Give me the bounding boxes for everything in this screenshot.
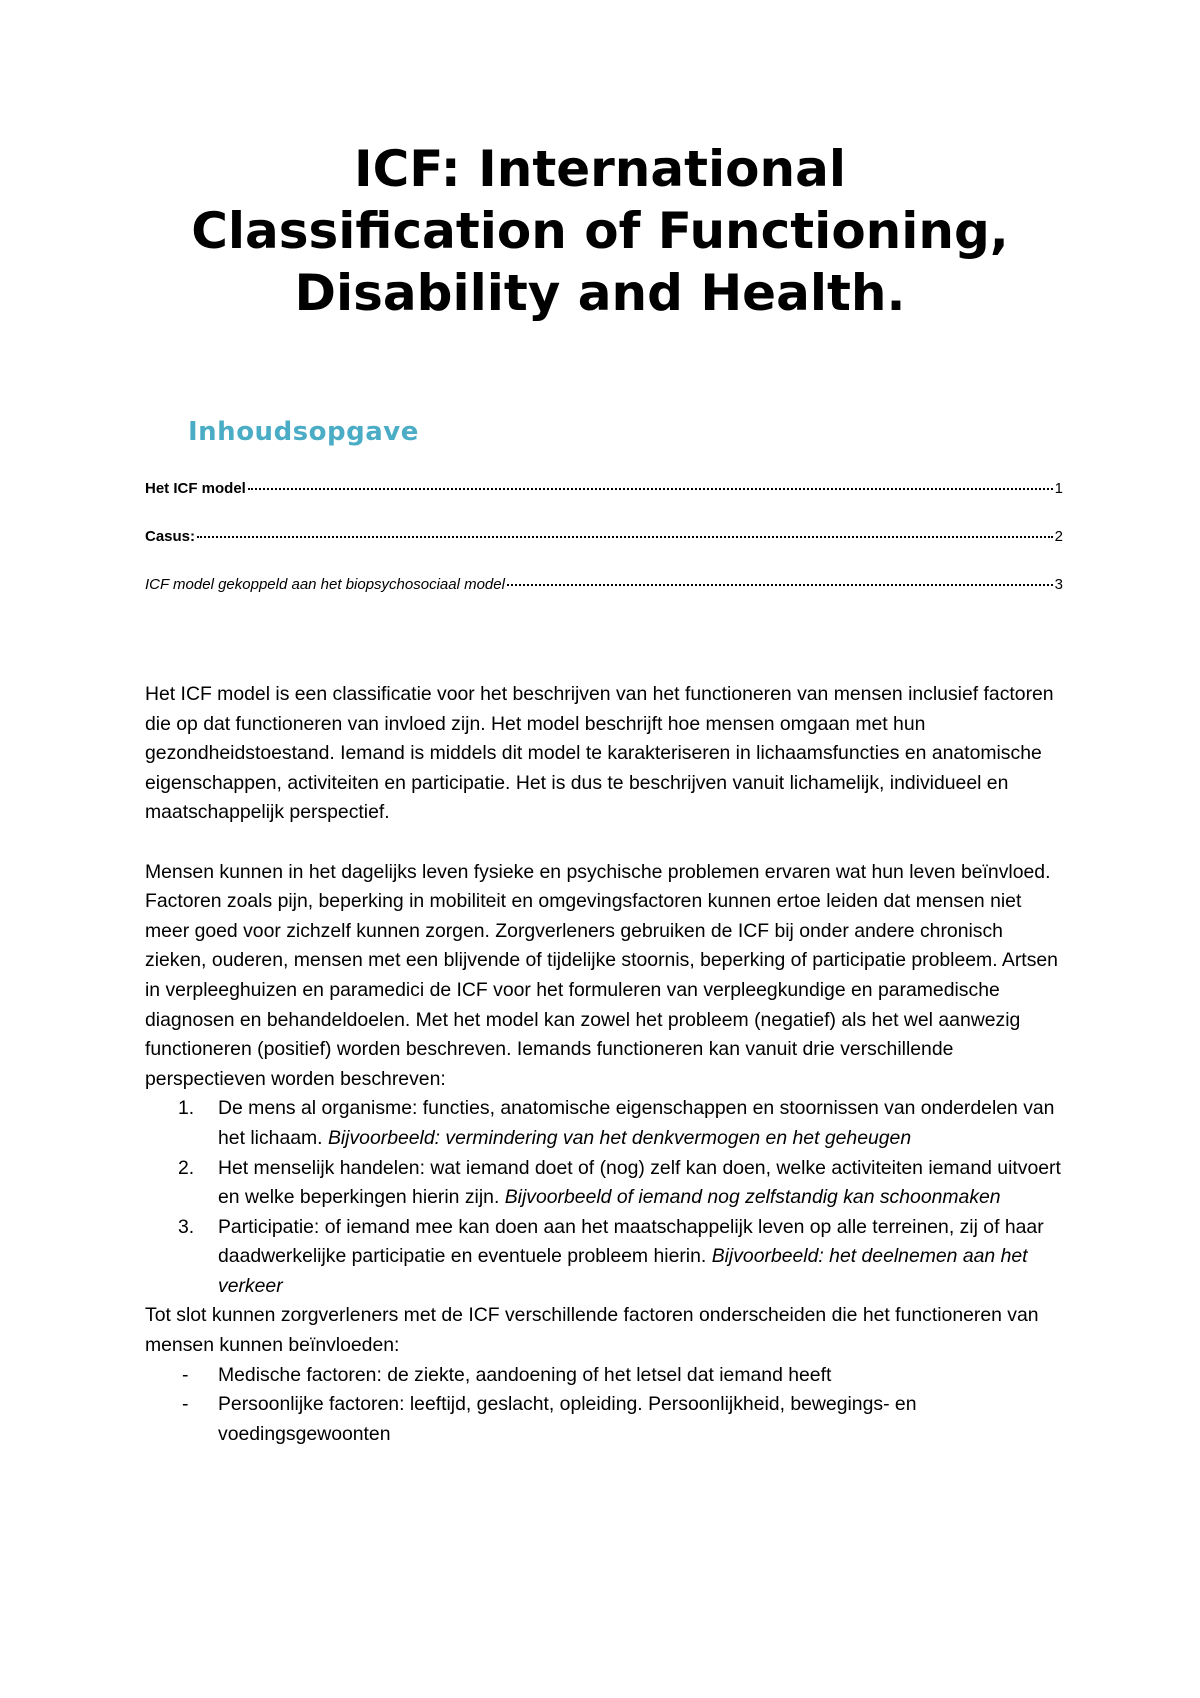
list-item xyxy=(145,1094,1065,1153)
list-item-example: Bijvoorbeeld of iemand nog zelfstandig kan schoonmaken xyxy=(504,1186,1001,1209)
list-marker: 3. xyxy=(178,1215,195,1238)
table-of-contents xyxy=(145,480,1063,624)
title-line-3: Disability and Health. xyxy=(294,264,906,322)
toc-leader-dots xyxy=(248,488,1053,490)
paragraph-problems: Mensen kunnen in het dagelijks leven fysieke en psychische problemen ervaren wat hun leven beïnvloed. Factoren zoals pijn, beperking in mobiliteit en omgevingsfactoren kunnen ertoe leiden dat mensen niet meer goed voor zichzelf kunnen zorgen. Zorgverleners gebruiken de ICF bij onder andere chronisch zieken, ouderen, mensen met een blijvende of tijdelijke stoornis, beperking of participatie probleem. Artsen in verpleeghuizen en paramedici de ICF voor het formuleren van verpleegkundige en paramedische diagnosen en behandeldoelen. Met het model kan zowel het probleem (negatief) als het wel aanwezig functioneren (positief) worden beschreven. Iemands functioneren kan vanuit drie verschillende perspectieven worden beschreven: xyxy=(145,860,1058,1090)
document-title xyxy=(60,138,1140,324)
list-item xyxy=(145,1390,1065,1449)
list-item-text: Persoonlijke factoren: leeftijd, geslacht, opleiding. Persoonlijkheid, bewegings- en voedingsgewoonten xyxy=(218,1393,917,1445)
perspectives-list xyxy=(145,1094,1065,1301)
toc-entry-page: 2 xyxy=(1054,528,1063,545)
paragraph-spacer xyxy=(145,828,1065,858)
toc-leader-dots xyxy=(507,584,1053,586)
list-item-text: De mens al organisme: functies, anatomische eigenschappen en stoornissen van onderdelen van het lichaam. xyxy=(218,1097,1055,1149)
list-item-text: Medische factoren: de ziekte, aandoening of het letsel dat iemand heeft xyxy=(218,1363,832,1386)
list-item xyxy=(145,1154,1065,1213)
list-marker: 1. xyxy=(178,1097,195,1120)
toc-entry-page: 3 xyxy=(1054,576,1063,593)
paragraph-factors: Tot slot kunnen zorgverleners met de ICF verschillende factoren onderscheiden die het functioneren van mensen kunnen beïnvloeden: xyxy=(145,1304,1039,1357)
toc-entry-het-icf-model[interactable] xyxy=(145,480,1063,528)
list-item-example: Bijvoorbeeld: vermindering van het denkvermogen en het geheugen xyxy=(327,1126,912,1149)
list-item-text: Het menselijk handelen: wat iemand doet of (nog) zelf kan doen, welke activiteiten iemand uitvoert en welke beperkingen hierin zijn. xyxy=(218,1156,1061,1209)
factors-list xyxy=(145,1361,1065,1450)
paragraph-intro: Het ICF model is een classificatie voor het beschrijven van het functioneren van mensen inclusief factoren die op dat functioneren van invloed zijn. Het model beschrijft hoe mensen omgaan met hun gezondheidstoestand. Iemand is middels dit model te karakteriseren in lichaamsfuncties en anatomische eigenschappen, activiteiten en participatie. Het is dus te beschrijven vanuit lichamelijk, individueel en maatschappelijk perspectief. xyxy=(145,683,1054,824)
title-line-2: Classification of Functioning, xyxy=(191,202,1009,260)
list-item xyxy=(145,1213,1065,1302)
toc-heading: Inhoudsopgave xyxy=(188,417,419,447)
list-marker: 2. xyxy=(178,1156,195,1179)
list-item-text: Participatie: of iemand mee kan doen aan het maatschappelijk leven op alle terreinen, zij of haar daadwerkelijke participatie en eventuele probleem hierin. xyxy=(218,1215,1044,1268)
document-body xyxy=(145,680,1065,1449)
toc-entry-biopsychosociaal[interactable] xyxy=(145,576,1063,624)
toc-entry-casus[interactable] xyxy=(145,528,1063,576)
list-marker: - xyxy=(182,1393,189,1416)
toc-leader-dots xyxy=(197,536,1053,538)
toc-entry-page: 1 xyxy=(1054,480,1063,497)
title-line-1: ICF: International xyxy=(354,140,846,198)
toc-entry-label: ICF model gekoppeld aan het biopsychosociaal model xyxy=(145,576,505,593)
list-marker: - xyxy=(182,1363,189,1386)
list-item-example: Bijvoorbeeld: het deelnemen aan het verkeer xyxy=(218,1245,1028,1297)
toc-entry-label: Het ICF model xyxy=(145,480,246,497)
list-item xyxy=(145,1361,1065,1391)
toc-entry-label: Casus: xyxy=(145,528,196,545)
